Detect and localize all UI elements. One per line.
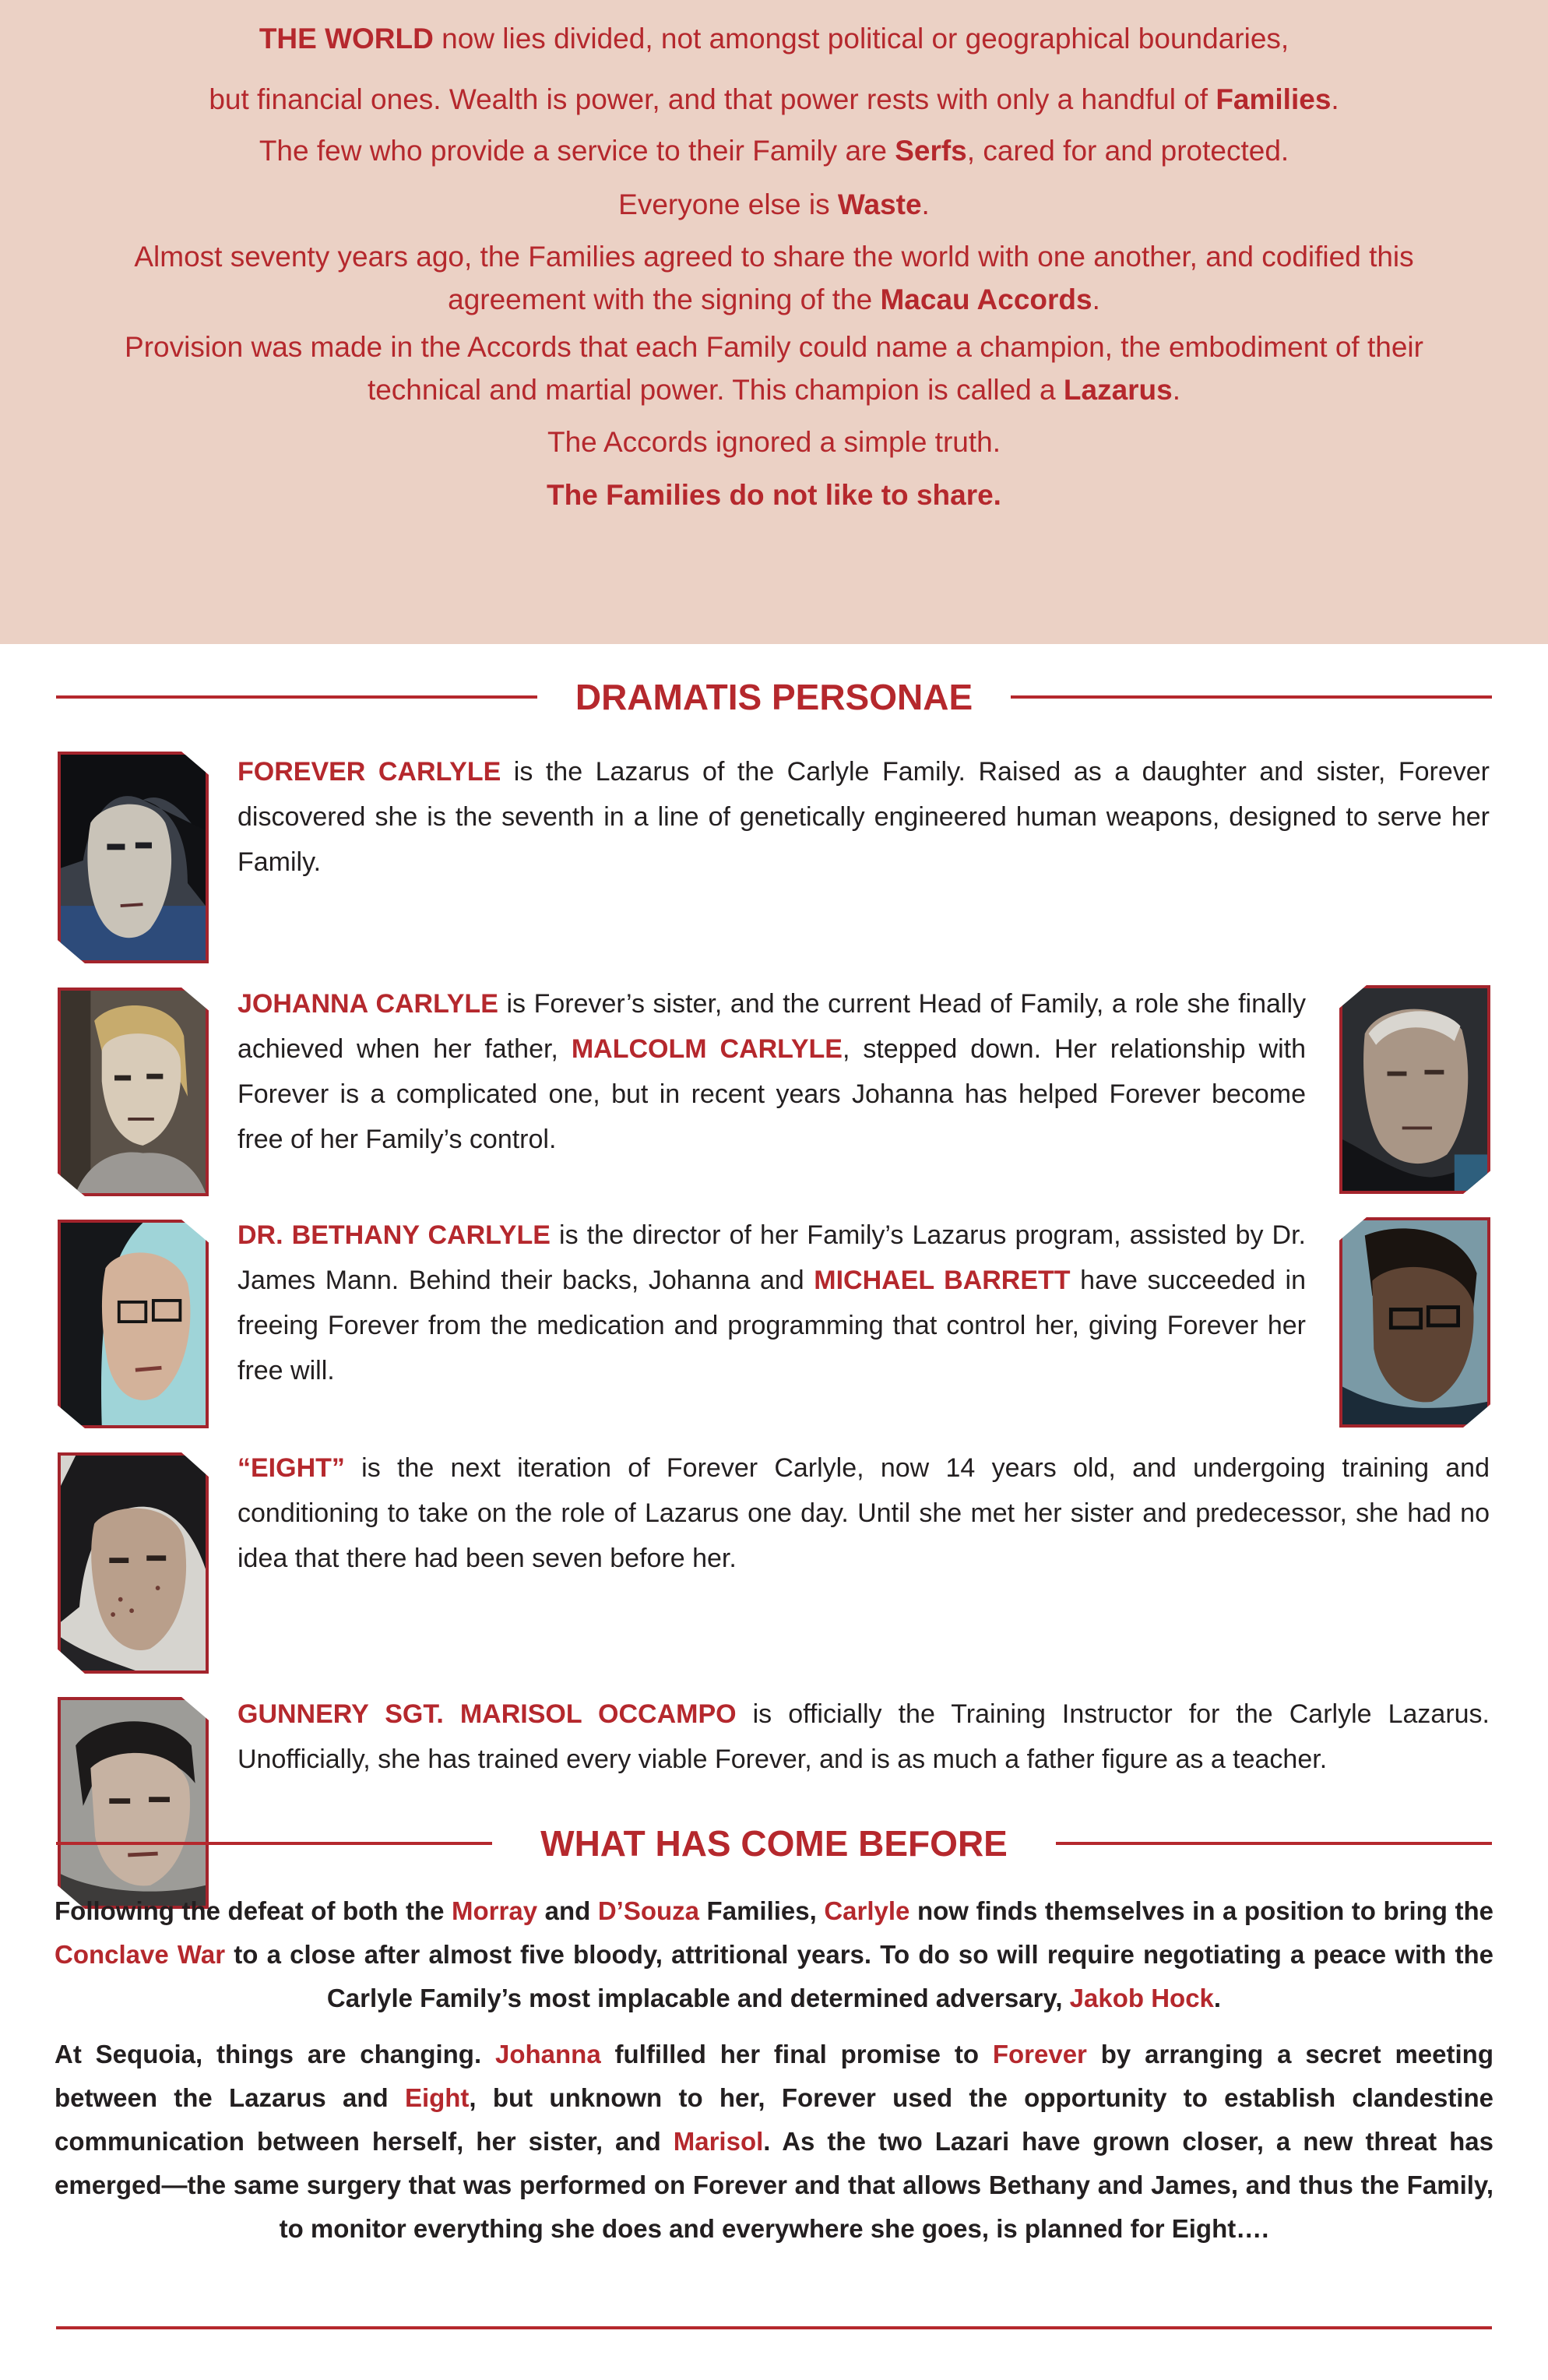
johanna-portrait (58, 988, 209, 1196)
name-johanna-carlyle: JOHANNA CARLYLE (237, 989, 498, 1019)
intro-lazarus: Lazarus (1063, 374, 1173, 406)
recap-paragraph-1: Following the defeat of both the Morray and D’Souza Families, Carlyle now finds themselves in a position to bring the Conclave War to a close after almost five bloody, attritional years. To do so will require negotiating a peace with the Carlyle Family’s most implacable and determined adversary, Jakob Hock. (55, 1896, 1493, 2012)
name-marisol-occampo: GUNNERY SGT. MARISOL OCCAMPO (237, 1699, 737, 1729)
intro-panel (0, 0, 1548, 644)
recap-marisol: Marisol (673, 2127, 764, 2156)
intro-line-4: Everyone else is Waste. (618, 188, 930, 220)
intro-serfs: Serfs (895, 135, 967, 167)
before-rule-left (56, 1842, 492, 1845)
name-eight: “EIGHT” (237, 1453, 345, 1483)
recap-eight: Eight (404, 2083, 470, 2112)
bio-forever: FOREVER CARLYLE is the Lazarus of the Carlyle Family. Raised as a daughter and sister, Forever discovered she is the seventh in a line of genetically engineered human weapons, designed to serve her Family. (237, 757, 1490, 877)
intro-line-1: THE WORLD now lies divided, not amongst political or geographical boundaries, (259, 23, 1289, 55)
intro-line-7: The Accords ignored a simple truth. (547, 426, 1001, 458)
intro-macau-accords: Macau Accords (880, 283, 1092, 315)
before-title: WHAT HAS COME BEFORE (540, 1823, 1008, 1864)
eight-portrait (58, 1452, 209, 1674)
intro-closing-line: The Families do not like to share. (547, 479, 1001, 511)
intro-line-3: The few who provide a service to their Family are Serfs, cared for and protected. (259, 135, 1289, 167)
recap-morray: Morray (452, 1896, 538, 1925)
recap-carlyle: Carlyle (824, 1896, 910, 1925)
bio-marisol: GUNNERY SGT. MARISOL OCCAMPO is officially the Training Instructor for the Carlyle Lazarus. Unofficially, she has trained every viable Forever, and is as much a father figure as a teacher. (237, 1699, 1490, 1774)
name-michael-barrett: MICHAEL BARRETT (814, 1266, 1071, 1295)
recap-paragraph-2: At Sequoia, things are changing. Johanna fulfilled her final promise to Forever by arranging a secret meeting between the Lazarus and Eight, but unknown to her, Forever used the opportunity to establish clandestine communication between herself, her sister, and Marisol. As the two Lazari have grown closer, a new threat has emerged—the same surgery that was performed on Forever and that allows Bethany and James, and thus the Family, to monitor everything she does and everywhere she goes, is planned for Eight…. (55, 2040, 1493, 2243)
michael-portrait (1339, 1217, 1490, 1428)
malcolm-portrait (1339, 985, 1490, 1194)
intro-paragraph-5: Almost seventy years ago, the Families agreed to share the world with one another, and codified this agreement with the signing of the Macau Accords. (134, 241, 1414, 315)
intro-families: Families (1216, 83, 1332, 115)
bethany-portrait (58, 1220, 209, 1428)
dramatis-rule-left (56, 695, 537, 699)
intro-waste: Waste (837, 188, 922, 220)
intro-paragraph-6: Provision was made in the Accords that each Family could name a champion, the embodiment of their technical and martial power. This champion is called a Lazarus. (125, 331, 1423, 406)
recap-forever: Forever (992, 2040, 1087, 2068)
dramatis-title: DRAMATIS PERSONAE (575, 677, 973, 717)
recap-conclave-war: Conclave War (55, 1940, 226, 1969)
name-bethany-carlyle: DR. BETHANY CARLYLE (237, 1220, 551, 1250)
before-rule-right (1056, 1842, 1492, 1845)
dramatis-rule-right (1011, 695, 1492, 699)
recap-jakob-hock: Jakob Hock (1069, 1984, 1214, 2012)
bio-bethany: DR. BETHANY CARLYLE is the director of her Family’s Lazarus program, assisted by Dr. James Mann. Behind their backs, Johanna and MICHAEL BARRETT have succeeded in freeing Forever from the medication and programming that control her, giving Forever her free will. (237, 1220, 1307, 1385)
bottom-rule (56, 2326, 1492, 2329)
intro-line-2: but financial ones. Wealth is power, and that power rests with only a handful of Families. (209, 83, 1339, 115)
recap-johanna: Johanna (494, 2040, 601, 2068)
recap-dsouza: D’Souza (597, 1896, 700, 1925)
name-forever-carlyle: FOREVER CARLYLE (237, 757, 501, 787)
marisol-portrait (58, 1697, 209, 1909)
forever-portrait (58, 752, 209, 963)
name-malcolm-carlyle: MALCOLM CARLYLE (571, 1034, 843, 1064)
bio-johanna: JOHANNA CARLYLE is Forever’s sister, and the current Head of Family, a role she finally achieved when her father, MALCOLM CARLYLE, stepped down. Her relationship with Forever is a complicated one, but in recent years Johanna has helped Forever become free of her Family’s control. (237, 989, 1306, 1154)
intro-the-world: THE WORLD (259, 23, 434, 55)
bio-eight: “EIGHT” is the next iteration of Forever Carlyle, now 14 years old, and undergoing training and conditioning to take on the role of Lazarus one day. Until she met her sister and predecessor, she had no idea that there had been seven before her. (237, 1453, 1490, 1573)
